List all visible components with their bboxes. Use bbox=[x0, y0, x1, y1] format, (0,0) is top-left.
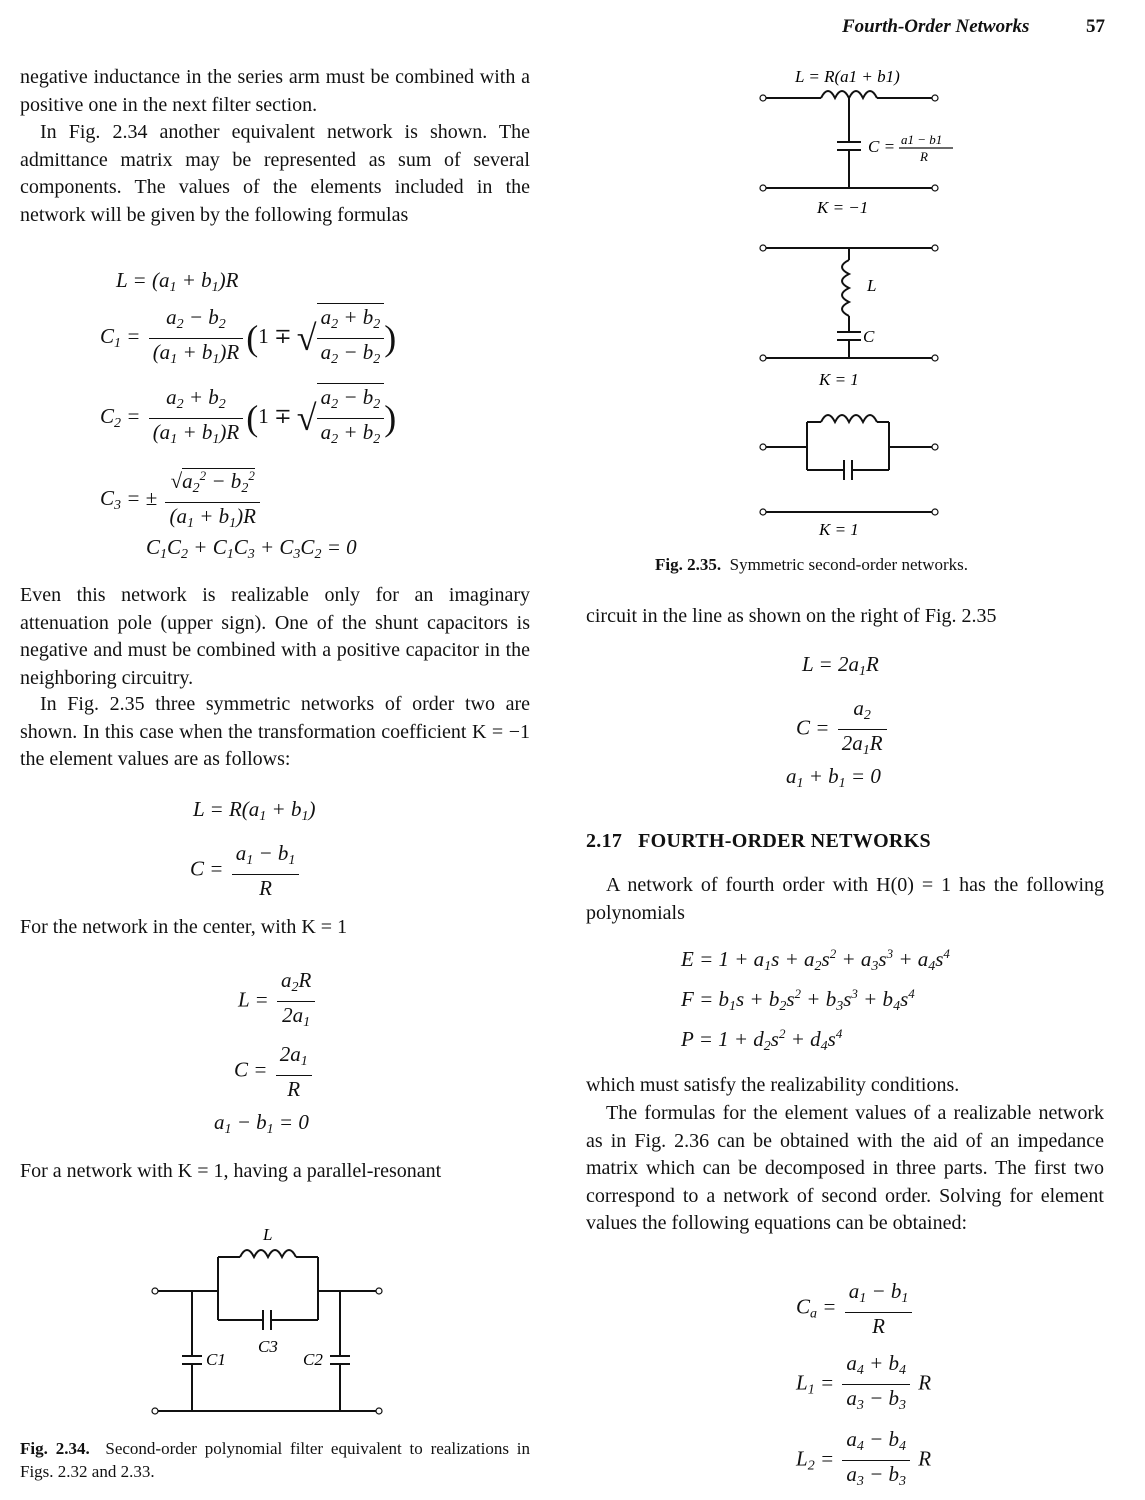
right-paragraph-2: A network of fourth order with H(0) = 1 has the following polynomials bbox=[586, 874, 1104, 924]
right-paragraph-4: The formulas for the element values of a realizable network as in Fig. 2.36 can be obtained with the aid of an impedance matrix which can be decomposed in three parts. The first two correspond to a network of second order. Solving for element values the following equations can be obtained: bbox=[586, 1102, 1104, 1234]
left-paragraph-4: In Fig. 2.35 three symmetric networks of order two are shown. In this case when the transformation coefficient K = −1 the element values are as follows: bbox=[20, 693, 530, 770]
eq-par-C: C = $\frac{a_2}{2a_1R}$ bbox=[796, 695, 890, 764]
fig-2-35-circuits bbox=[755, 60, 955, 550]
fig-2-35-k1: K = −1 bbox=[817, 198, 869, 217]
eq-Ca: $C_a$ = $\frac{a_1 - b_1}{R}$ bbox=[796, 1278, 915, 1339]
eq-K1-L: L = $\frac{a_2R}{2a_1}$ bbox=[238, 967, 318, 1036]
eq-Kneg-C: C = $\frac{a_1 - b_1}{R}$ bbox=[190, 840, 302, 901]
eq-L: $L = (a_1 + b_1)R$ bbox=[116, 268, 239, 295]
fig-2-34-label-L: L bbox=[263, 1225, 273, 1244]
eq-Kneg-L: $L = R(a_1 + b_1)$ bbox=[193, 797, 316, 824]
eq-C1: $C_1$ = $\frac{a_2 - b_2}{(a_1 + b_1)R}$ (1 ∓ √ $\frac{a_2 + b_2}{a_2 - b_2}$ ) bbox=[100, 303, 396, 373]
eq-C-sum: $C_1C_2 + C_1C_3 + C_3C_2 = 0$ bbox=[146, 535, 357, 562]
fig-2-35-top-L: L = R(a1 + b1) bbox=[795, 67, 900, 86]
left-paragraph-6: For a network with K = 1, having a parallel-resonant bbox=[20, 1160, 442, 1182]
eq-L1: $L_1$ = $\frac{a_4 + b_4}{a_3 - b_3}$ R bbox=[796, 1351, 932, 1413]
left-paragraph-2: In Fig. 2.34 another equivalent network is shown. The admittance matrix may be represented as sum of several components. The values of the elements included in the network will be given by the following formulas bbox=[20, 121, 530, 226]
right-paragraph-3: which must satisfy the realizability conditions. bbox=[586, 1074, 960, 1096]
eq-par-cond: $a_1 + b_1 = 0$ bbox=[786, 764, 881, 791]
fig-2-34-label-C3: C3 bbox=[258, 1337, 278, 1356]
fig-2-35-caption: Fig. 2.35. Symmetric second-order networks. bbox=[655, 555, 969, 574]
left-paragraph-1: negative inductance in the series arm must be combined with a positive one in the next filter section. bbox=[20, 66, 530, 116]
eq-K1-C: C = $\frac{2a_1}{R}$ bbox=[234, 1041, 315, 1102]
eq-poly-P: $P = 1 + d_2s^2 + d_4s^4$ bbox=[681, 1026, 843, 1054]
eq-K1-cond: $a_1 - b_1 = 0$ bbox=[214, 1110, 309, 1137]
fig-2-35-k2: K = 1 bbox=[819, 370, 859, 389]
fig-2-34-label-C2: C2 bbox=[303, 1350, 323, 1369]
eq-poly-E: $E = 1 + a_1s + a_2s^2 + a_3s^3 + a_4s^4$ bbox=[681, 946, 950, 974]
section-heading: 2.17 FOURTH-ORDER NETWORKS bbox=[586, 830, 931, 852]
fig-2-35-top-C-num: a1 − b1 bbox=[901, 132, 943, 147]
page-number: 57 bbox=[1086, 16, 1105, 37]
eq-C2: $C_2$ = $\frac{a_2 + b_2}{(a_1 + b_1)R}$ (1 ∓ √ $\frac{a_2 - b_2}{a_2 + b_2}$ ) bbox=[100, 383, 396, 453]
eq-C3: $C_3$ = ± $\frac{√a_2^2 - b_2^2}{(a_1 + b_1)R}$ bbox=[100, 463, 263, 537]
left-paragraph-3: Even this network is realizable only for an imaginary attenuation pole (upper sign). One of the shunt capacitors is negative and must be combined with a positive capacitor in the neighboring circuitry. bbox=[20, 584, 530, 689]
eq-par-L: $L = 2a_1R$ bbox=[802, 652, 879, 679]
eq-poly-F: $F = b_1s + b_2s^2 + b_3s^3 + b_4s^4$ bbox=[681, 986, 915, 1014]
eq-L2: $L_2$ = $\frac{a_4 - b_4}{a_3 - b_3}$ R bbox=[796, 1427, 932, 1489]
fig-2-35-mid-L: L bbox=[867, 276, 877, 295]
fig-2-34-label-C1: C1 bbox=[206, 1350, 226, 1369]
right-paragraph-1: circuit in the line as shown on the right of Fig. 2.35 bbox=[586, 605, 997, 627]
fig-2-35-top-C-den: R bbox=[920, 149, 928, 164]
fig-2-35-mid-C: C bbox=[863, 327, 875, 346]
fig-2-34-circuit bbox=[140, 1220, 400, 1425]
running-title: Fourth-Order Networks bbox=[842, 16, 1030, 37]
left-paragraph-5: For the network in the center, with K = 1 bbox=[20, 916, 348, 938]
fig-2-35-k3: K = 1 bbox=[819, 520, 859, 539]
fig-2-35-top-C: C = bbox=[868, 137, 896, 156]
fig-2-34-caption: Fig. 2.34. Second-order polynomial filter equivalent to realizations in Figs. 2.32 and 2.33. bbox=[20, 1439, 531, 1481]
